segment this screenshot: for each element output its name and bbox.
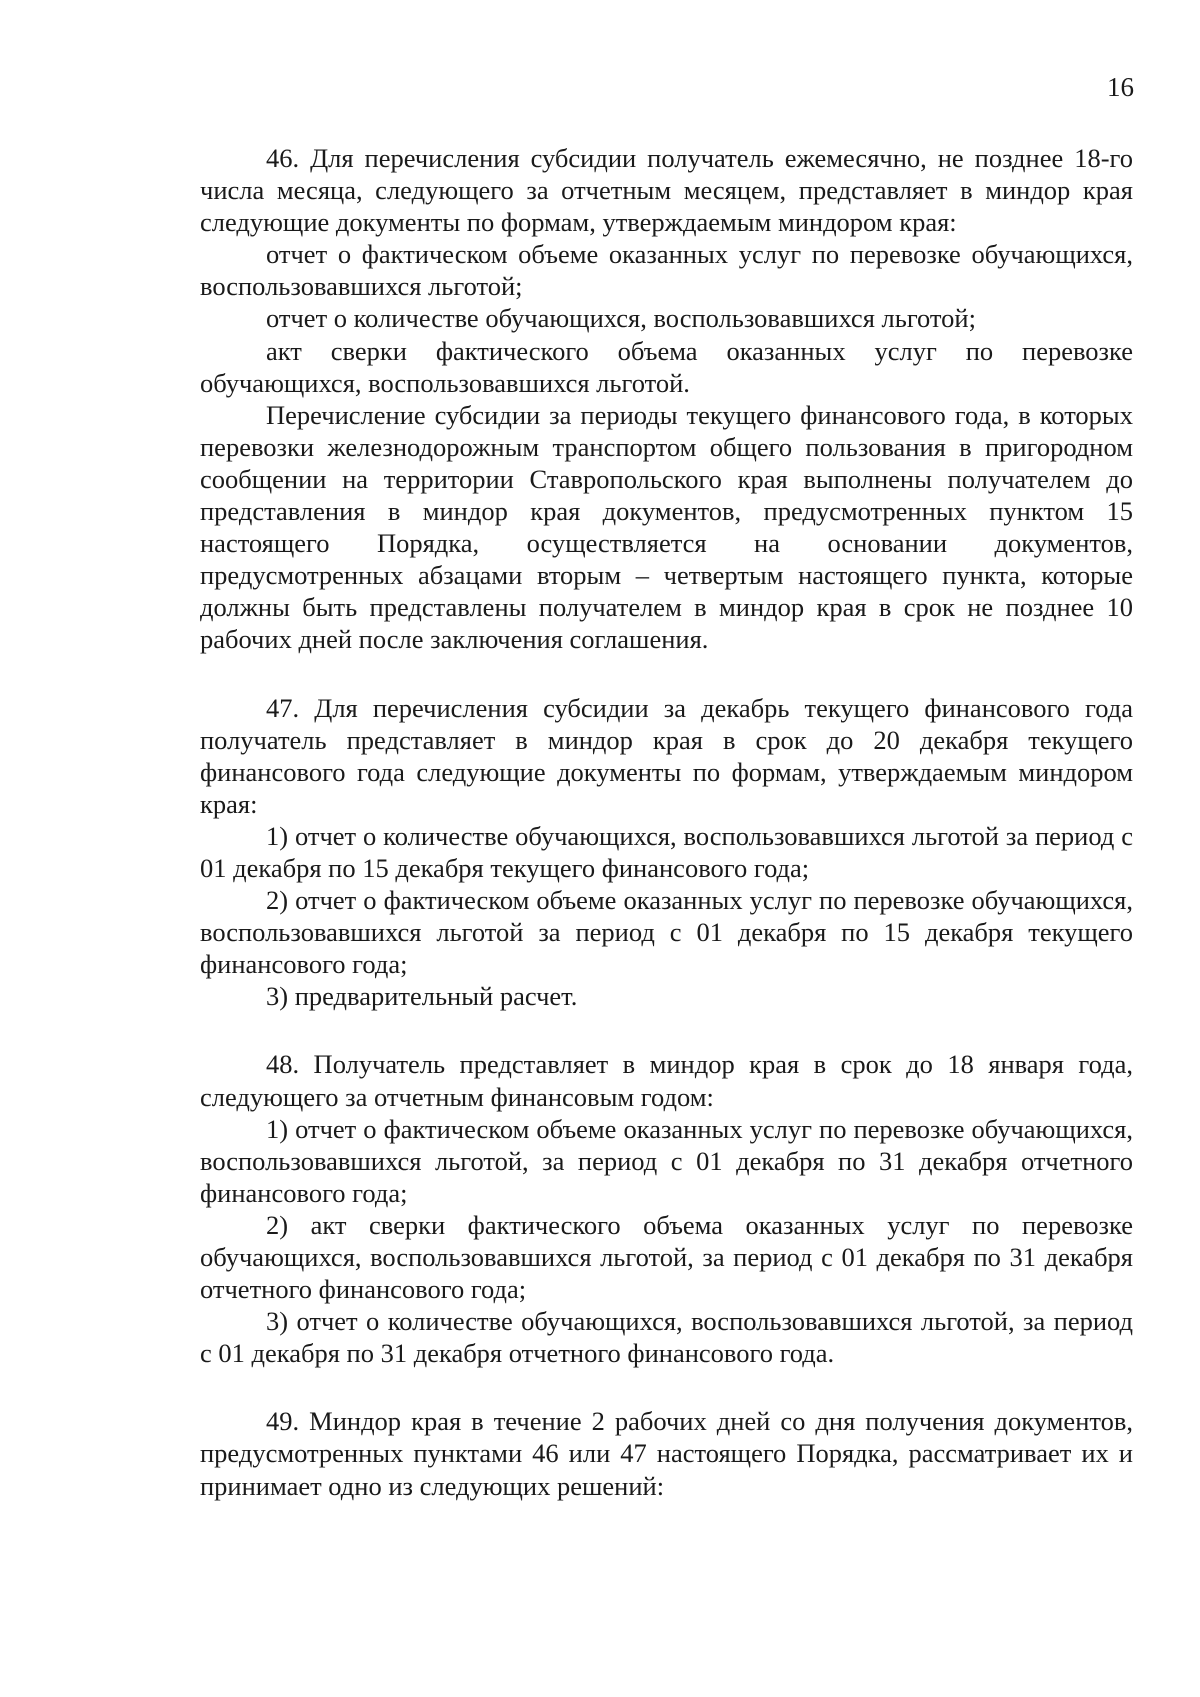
paragraph: 1) отчет о фактическом объеме оказанных услуг по перевозке обучающихся, воспользовавшихся льготой, за период с 01 декабря по 31 декабря отчетного финансового года; [200,1113,1133,1208]
paragraph: отчет о количестве обучающихся, воспользовавшихся льготой; [266,303,976,334]
section-gap [200,656,1133,692]
paragraph: 2) отчет о фактическом объеме оказанных услуг по перевозке обучающихся, воспользовавшихся льготой за период с 01 декабря по 15 декабря текущего финансового года; [200,885,1133,980]
document-body [200,142,1133,1502]
section-gap [200,1369,1133,1405]
paragraph: 1) отчет о количестве обучающихся, воспользовавшихся льготой за период с 01 декабря по 15 декабря текущего финансового года; [200,820,1133,883]
paragraph: 3) предварительный расчет. [266,981,578,1012]
paragraph: 47. Для перечисления субсидии за декабрь текущего финансового года получатель представляет в миндор края в срок до 20 декабря текущего финансового года следующие документы по формам, утверждаемым миндором края: [200,692,1133,819]
section-gap [200,1012,1133,1048]
paragraph: 46. Для перечисления субсидии получатель ежемесячно, не позднее 18-го числа месяца, следующего за отчетным месяцем, представляет в миндор края следующие документы по формам, утверждаемым миндором края: [200,143,1133,238]
paragraph: 3) отчет о количестве обучающихся, воспользовавшихся льготой, за период с 01 декабря по 31 декабря отчетного финансового года. [200,1306,1133,1369]
paragraph: 2) акт сверки фактического объема оказанных услуг по перевозке обучающихся, воспользовавшихся льготой, за период с 01 декабря по 31 декабря отчетного финансового года; [200,1209,1133,1305]
section-49 [200,1405,1133,1501]
paragraph: 48. Получатель представляет в миндор края в срок до 18 января года, следующего за отчетным финансовым годом: [200,1049,1133,1112]
section-46 [200,142,1133,656]
page-number: 16 [1107,72,1134,102]
paragraph: Перечисление субсидии за периоды текущего финансового года, в которых перевозки железнодорожным транспортом общего пользования в пригородном сообщении на территории Ставропольского края выполнены получателем до представления в миндор края документов, предусмотренных пунктом 15 настоящего Порядка, осуществляется на основании документов, предусмотренных абзацами вторым – четвертым настоящего пункта, которые должны быть представлены получателем в миндор края в срок не позднее 10 рабочих дней после заключения соглашения. [200,399,1133,655]
section-47 [200,692,1133,1013]
section-48 [200,1048,1133,1369]
paragraph: акт сверки фактического объема оказанных услуг по перевозке обучающихся, воспользовавшихся льготой. [200,335,1133,398]
paragraph: 49. Миндор края в течение 2 рабочих дней со дня получения документов, предусмотренных пунктами 46 или 47 настоящего Порядка, рассматривает их и принимает одно из следующих решений: [200,1406,1133,1501]
paragraph: отчет о фактическом объеме оказанных услуг по перевозке обучающихся, воспользовавшихся льготой; [200,239,1133,302]
